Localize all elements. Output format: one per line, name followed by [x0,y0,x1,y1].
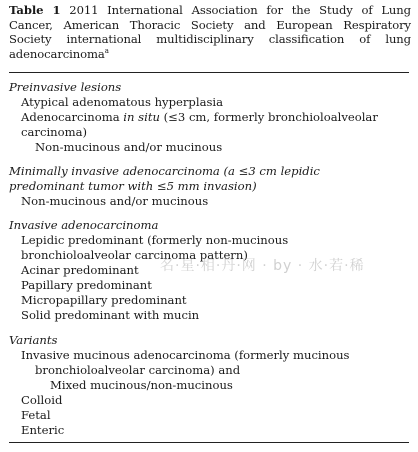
row-lepidic-predominant: Lepidic predominant (formerly non-mucinous [21,233,289,247]
table-label: Table 1 [9,3,61,17]
row-mia-subtype: Non-mucinous and/or mucinous [21,194,209,208]
ais-suffix: (≤3 cm, formerly bronchioloalveolar [159,110,378,124]
section-heading-minimally-invasive-1: Minimally invasive adenocarcinoma (a ≤3 cm lepidic [9,164,320,178]
row-acinar-predominant: Acinar predominant [21,263,139,277]
section-heading-variants: Variants [9,333,58,347]
row-invasive-mucinous-continuation: bronchioloalveolar carcinoma) and [35,363,241,377]
row-lepidic-continuation: bronchioloalveolar carcinoma pattern) [21,248,248,262]
row-atypical-adenomatous-hyperplasia: Atypical adenomatous hyperplasia [21,95,224,109]
section-heading-invasive: Invasive adenocarcinoma [9,218,159,232]
caption-footnote-mark: a [104,46,109,55]
caption-text: 2011 International Association for the Study of Lung Cancer, American Thoracic Society and European Respiratory Society international multidisciplinary classification of lung adenocarcinoma [9,3,411,61]
row-mixed-mucinous: Mixed mucinous/non-mucinous [50,378,233,392]
ais-prefix: Adenocarcinoma [21,110,124,124]
watermark: 名·星·相·丹·网 · by · 水·若·稀 [160,258,365,274]
row-solid-predominant: Solid predominant with mucin [21,308,200,322]
table-caption [9,3,411,61]
row-ais-continuation: carcinoma) [21,125,88,139]
row-ais-subtype: Non-mucinous and/or mucinous [35,140,223,154]
top-rule [9,72,409,73]
ais-italic: in situ [123,110,160,124]
row-enteric: Enteric [21,423,65,437]
section-heading-preinvasive: Preinvasive lesions [9,80,122,94]
row-fetal: Fetal [21,408,51,422]
row-papillary-predominant: Papillary predominant [21,278,152,292]
row-invasive-mucinous: Invasive mucinous adenocarcinoma (formerly mucinous [21,348,350,362]
section-heading-minimally-invasive-2: predominant tumor with ≤5 mm invasion) [9,179,257,193]
row-adenocarcinoma-in-situ [21,110,378,124]
row-micropapillary-predominant: Micropapillary predominant [21,293,187,307]
row-colloid: Colloid [21,393,63,407]
bottom-rule [9,442,409,443]
